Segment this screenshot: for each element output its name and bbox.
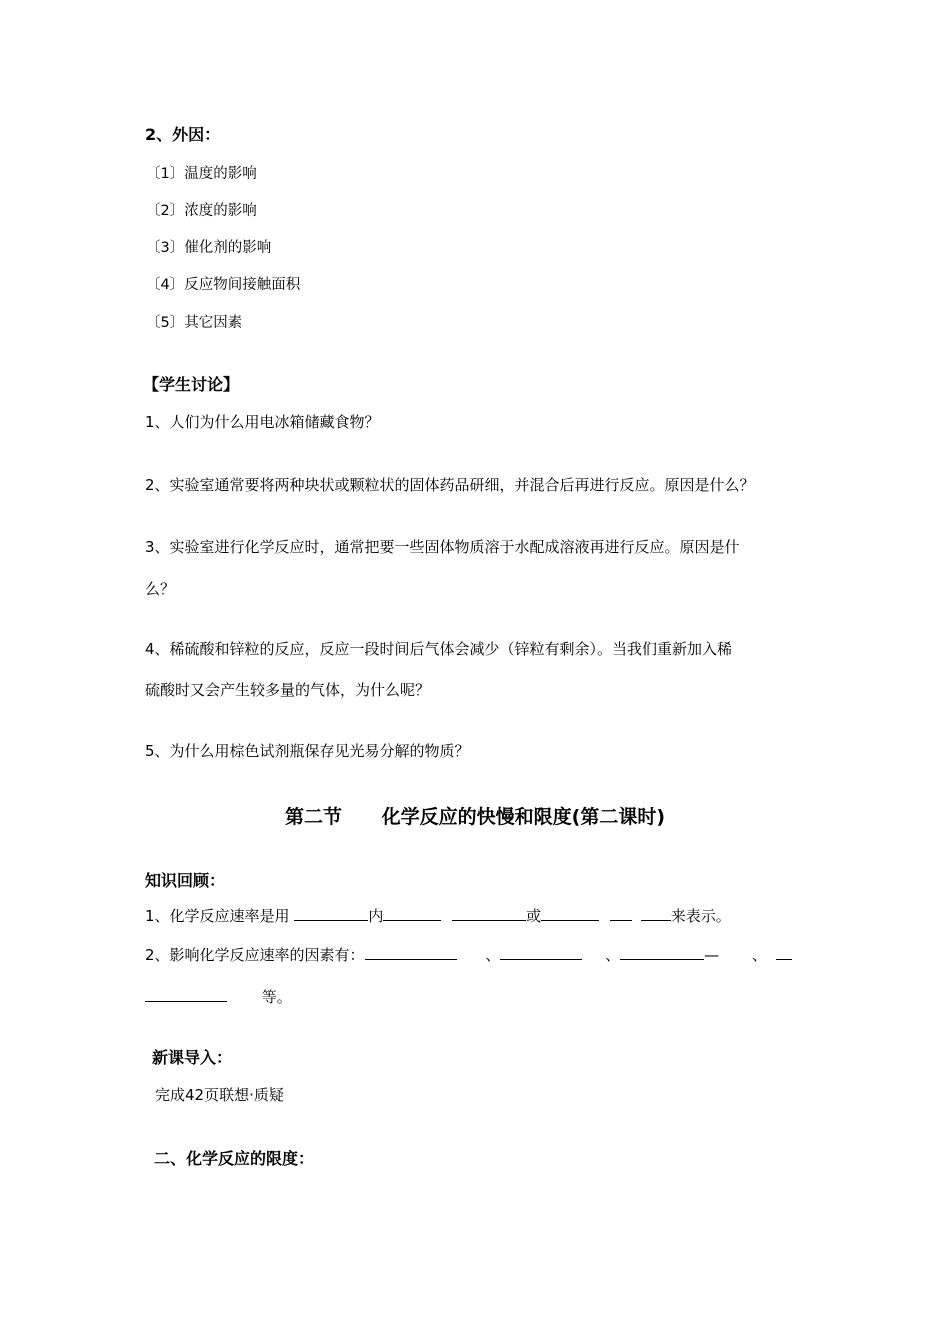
discussion-question-2: 2、实验室通常要将两种块状或颗粒状的固体药品研细，并混合后再进行反应。原因是什么？ xyxy=(145,476,755,494)
review-line-3 xyxy=(145,987,292,1007)
review-line-1-prefix: 1、化学反应速率是用 xyxy=(145,907,290,925)
discussion-question-4-line2: 硫酸时又会产生较多量的气体，为什么呢？ xyxy=(145,681,431,699)
review-line-2 xyxy=(145,945,792,965)
section-title: 第二节 化学反应的快慢和限度(第二课时) xyxy=(284,806,666,828)
fill-blank[interactable] xyxy=(610,906,632,921)
factor-item-catalyst: 〔3〕催化剂的影响 xyxy=(146,240,272,256)
fill-blank[interactable] xyxy=(500,945,582,960)
intro-heading: 新课导入： xyxy=(152,1048,233,1067)
review-line-1-or: 或 xyxy=(526,907,542,925)
fill-blank[interactable] xyxy=(452,906,526,921)
review-heading: 知识回顾： xyxy=(145,871,226,890)
discussion-heading: 【学生讨论】 xyxy=(143,375,240,394)
review-line-1-in: 内 xyxy=(368,907,384,925)
fill-blank[interactable] xyxy=(641,906,671,921)
external-factors-heading: 2、外因： xyxy=(145,125,221,144)
review-line-1-suffix: 来表示。 xyxy=(670,907,731,925)
review-line-2-end: 等。 xyxy=(261,988,292,1006)
discussion-question-4-line1: 4、稀硫酸和锌粒的反应，反应一段时间后气体会减少（锌粒有剩余）。当我们重新加入稀 xyxy=(145,640,733,658)
fill-blank[interactable] xyxy=(365,945,457,960)
fill-blank[interactable] xyxy=(541,906,599,921)
intro-text: 完成42页联想·质疑 xyxy=(155,1086,284,1104)
review-separator: 、 xyxy=(485,946,501,964)
discussion-question-5: 5、为什么用棕色试剂瓶保存见光易分解的物质？ xyxy=(145,742,470,760)
review-line-1 xyxy=(145,906,731,926)
fill-blank[interactable] xyxy=(294,906,368,921)
factor-item-other: 〔5〕其它因素 xyxy=(146,315,243,331)
discussion-question-3-line2: 么？ xyxy=(145,580,176,598)
fill-blank[interactable] xyxy=(383,906,441,921)
review-separator: 、 xyxy=(605,946,621,964)
discussion-question-1: 1、人们为什么用电冰箱储藏食物？ xyxy=(145,413,380,431)
fill-blank[interactable] xyxy=(620,945,704,960)
factor-item-temperature: 〔1〕温度的影响 xyxy=(146,166,257,182)
factor-item-concentration: 〔2〕浓度的影响 xyxy=(146,203,257,219)
part2-heading: 二、化学反应的限度： xyxy=(154,1149,315,1168)
review-separator: 、 xyxy=(751,946,767,964)
fill-blank[interactable] xyxy=(145,987,227,1002)
review-line-2-prefix: 2、影响化学反应速率的因素有： xyxy=(145,946,365,964)
fill-blank[interactable] xyxy=(776,945,792,960)
factor-item-contact-area: 〔4〕反应物间接触面积 xyxy=(146,277,301,293)
review-dash: — xyxy=(704,946,720,964)
discussion-question-3-line1: 3、实验室进行化学反应时，通常把要一些固体物质溶于水配成溶液再进行反应。原因是什 xyxy=(145,538,740,556)
